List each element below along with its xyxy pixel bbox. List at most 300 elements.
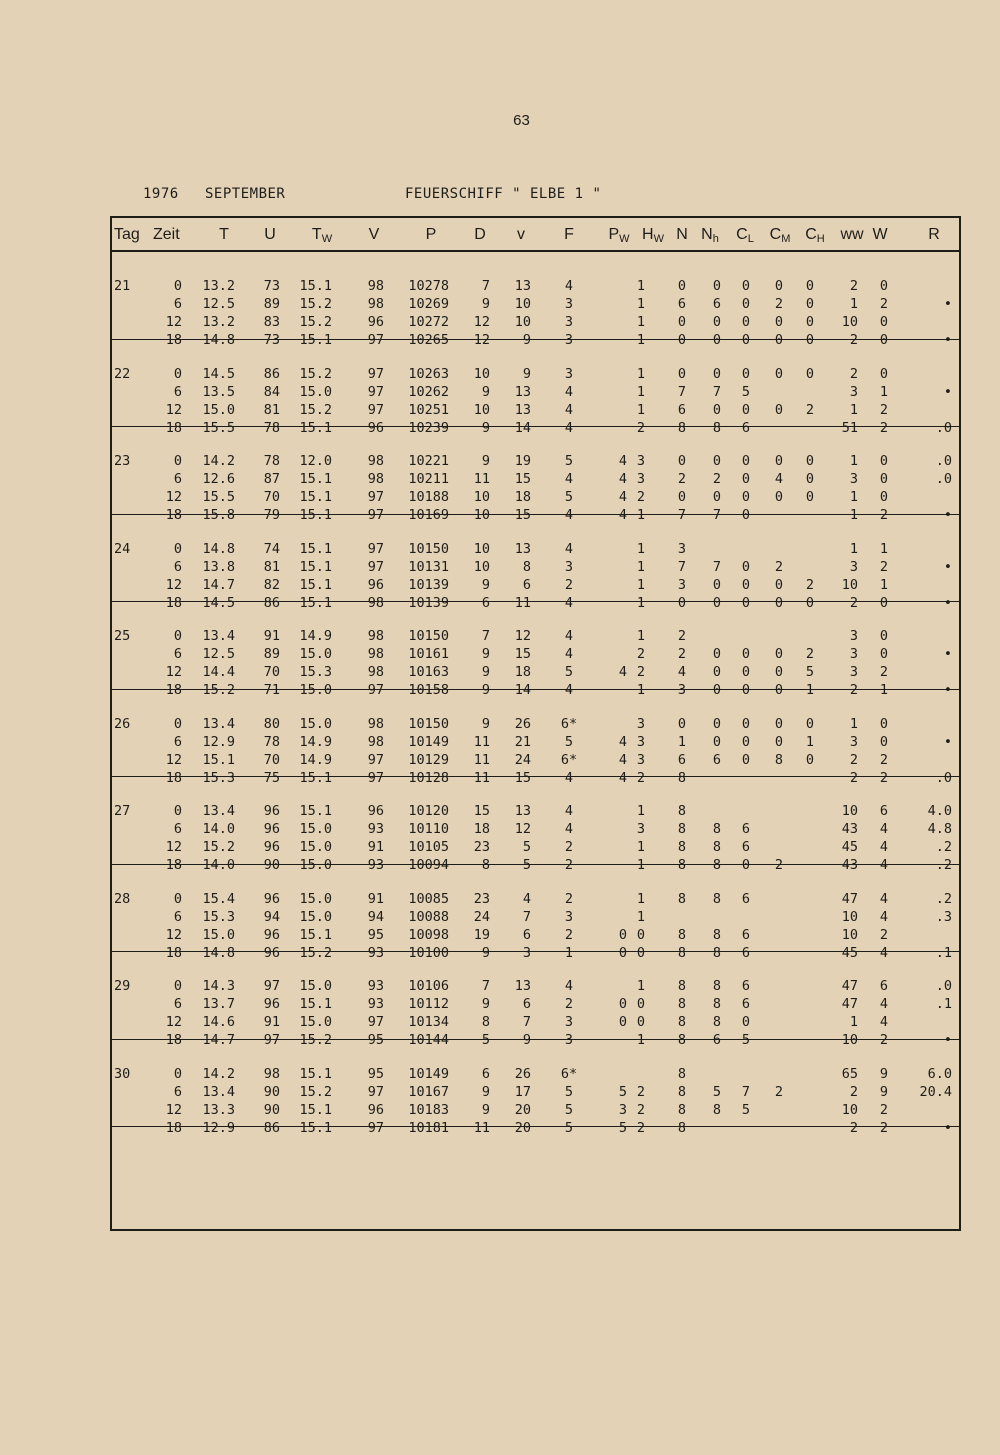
cell-d-direction: 9 — [481, 646, 490, 662]
cell-hw: 2 — [636, 1119, 646, 1136]
column-header-label: N — [676, 226, 688, 243]
cell-p-pressure: 10149 — [408, 733, 449, 750]
cell-v-speed: 18 — [514, 489, 531, 505]
cell-f-force: 5 — [564, 1083, 574, 1100]
cell-t: 13.2 — [202, 314, 235, 330]
table-row — [112, 838, 959, 856]
table-row — [112, 540, 959, 558]
cell-t: 13.8 — [202, 558, 235, 575]
cell-pw: 4 — [618, 453, 628, 469]
cell-w-past-weather: 6 — [879, 978, 889, 994]
cell-ch: 0 — [805, 471, 815, 487]
table-row — [112, 926, 959, 944]
cell-cm: 2 — [774, 857, 784, 873]
cell-f-force: 4 — [564, 803, 574, 819]
cell-tw: 12.0 — [299, 453, 332, 469]
cell-p-pressure: 10211 — [408, 471, 449, 487]
cell-p-pressure: 10161 — [408, 646, 449, 662]
cell-w-past-weather: 9 — [879, 1065, 889, 1082]
cell-f-force: 3 — [564, 332, 574, 348]
cell-tw: 15.1 — [299, 803, 332, 819]
table-row — [112, 488, 959, 506]
table-row — [112, 627, 959, 645]
cell-w-past-weather: 1 — [879, 682, 889, 698]
cell-zeit: 12 — [165, 839, 182, 855]
cell-tw: 15.1 — [299, 558, 332, 575]
cell-f-force: 5 — [564, 453, 574, 469]
page-header — [0, 186, 1000, 206]
cell-w-past-weather: 0 — [879, 715, 889, 732]
cell-tw: 15.0 — [299, 857, 332, 873]
cell-w-past-weather: 0 — [879, 733, 889, 750]
cell-tw: 15.1 — [299, 926, 332, 943]
cell-ch: 2 — [805, 646, 815, 662]
cell-cl: 6 — [741, 821, 751, 837]
cell-w-past-weather: 2 — [879, 751, 889, 768]
cell-r-precip: .2 — [935, 857, 952, 873]
cell-nh: 7 — [712, 558, 722, 575]
cell-zeit: 0 — [173, 803, 182, 819]
cell-cm: 2 — [774, 1083, 784, 1100]
cell-hw: 1 — [636, 558, 646, 575]
cell-zeit: 6 — [173, 996, 182, 1012]
cell-v-visibility: 98 — [367, 646, 384, 662]
cell-r-precip: 4.8 — [927, 821, 952, 837]
cell-u: 89 — [263, 296, 280, 312]
cell-t: 12.9 — [202, 733, 235, 750]
cell-v-speed: 15 — [514, 769, 531, 786]
table-row — [112, 645, 959, 663]
cell-d-direction: 11 — [473, 769, 490, 786]
column-header-ww — [840, 226, 863, 244]
cell-p-pressure: 10085 — [408, 890, 449, 907]
cell-v-speed: 7 — [522, 908, 531, 925]
cell-v-speed: 13 — [514, 383, 531, 400]
cell-w-past-weather: 2 — [879, 558, 889, 575]
cell-nh: 2 — [712, 471, 722, 487]
cell-v-speed: 4 — [522, 890, 531, 907]
cell-v-visibility: 97 — [367, 751, 384, 768]
table-row — [112, 995, 959, 1013]
cell-zeit: 12 — [165, 664, 182, 680]
cell-cl: 0 — [741, 365, 751, 382]
cell-ww-weather: 10 — [841, 926, 858, 943]
cell-p-pressure: 10251 — [408, 401, 449, 418]
cell-cm: 0 — [774, 453, 784, 469]
cell-ww-weather: 47 — [841, 890, 858, 907]
cell-d-direction: 9 — [481, 664, 490, 680]
cell-hw: 2 — [636, 769, 646, 786]
cell-cm: 4 — [774, 471, 784, 487]
cell-r-precip: 20.4 — [919, 1083, 952, 1100]
column-header-label: U — [264, 226, 276, 243]
cell-t: 15.2 — [202, 839, 235, 855]
cell-zeit: 12 — [165, 489, 182, 505]
cell-tw: 15.2 — [299, 1083, 332, 1100]
cell-nh: 0 — [712, 314, 722, 330]
column-header-label: C — [769, 226, 782, 243]
cell-t: 12.5 — [202, 646, 235, 662]
cell-hw: 1 — [636, 383, 646, 400]
cell-p-pressure: 10150 — [408, 715, 449, 732]
cell-ch: 2 — [805, 576, 815, 593]
cell-f-force: 6* — [560, 715, 578, 732]
cell-nh: 0 — [712, 594, 722, 611]
cell-u: 82 — [263, 576, 280, 593]
cell-ww-weather: 2 — [849, 1119, 858, 1136]
cell-n-cloud: 8 — [677, 839, 687, 855]
cell-v-visibility: 98 — [367, 594, 384, 611]
cell-p-pressure: 10139 — [408, 576, 449, 593]
cell-u: 75 — [263, 769, 280, 786]
cell-n-cloud: 0 — [677, 365, 687, 382]
cell-p-pressure: 10139 — [408, 594, 449, 611]
day-block — [112, 602, 959, 698]
cell-p-pressure: 10150 — [408, 540, 449, 557]
cell-n-cloud: 2 — [677, 471, 687, 487]
cell-t: 14.8 — [202, 944, 235, 961]
cell-t: 14.2 — [202, 453, 235, 469]
cell-pw: 0 — [618, 944, 628, 961]
cell-t: 13.7 — [202, 996, 235, 1012]
column-header-pw — [608, 226, 629, 245]
cell-hw: 3 — [636, 751, 646, 768]
cell-d-direction: 10 — [473, 558, 490, 575]
cell-ww-weather: 65 — [841, 1065, 858, 1082]
cell-ww-weather: 3 — [849, 628, 858, 644]
cell-t: 15.0 — [202, 926, 235, 943]
cell-v-visibility: 97 — [367, 769, 384, 786]
cell-p-pressure: 10181 — [408, 1119, 449, 1136]
cell-u: 96 — [263, 890, 280, 907]
cell-f-force: 3 — [564, 558, 574, 575]
cell-nh: 8 — [712, 1101, 722, 1118]
cell-w-past-weather: 0 — [879, 332, 889, 348]
cell-d-direction: 7 — [481, 978, 490, 994]
cell-d-direction: 9 — [481, 296, 490, 312]
cell-u: 71 — [263, 682, 280, 698]
cell-v-visibility: 97 — [367, 332, 384, 348]
cell-ch: 0 — [805, 751, 815, 768]
cell-w-past-weather: 4 — [879, 839, 889, 855]
cell-v-visibility: 97 — [367, 1119, 384, 1136]
cell-nh: 8 — [712, 1014, 722, 1030]
cell-pw: 4 — [618, 733, 628, 750]
cell-nh: 0 — [712, 646, 722, 662]
cell-n-cloud: 2 — [677, 646, 687, 662]
cell-u: 89 — [263, 646, 280, 662]
cell-w-past-weather: 0 — [879, 453, 889, 469]
cell-zeit: 18 — [165, 682, 182, 698]
cell-cl: 0 — [741, 646, 751, 662]
cell-tw: 15.2 — [299, 296, 332, 312]
cell-tw: 14.9 — [299, 751, 332, 768]
cell-cl: 6 — [741, 419, 751, 436]
table-row — [112, 1013, 959, 1031]
cell-v-speed: 9 — [522, 365, 531, 382]
cell-f-force: 5 — [564, 1101, 574, 1118]
column-header-zeit — [153, 226, 180, 244]
cell-ch: 0 — [805, 489, 815, 505]
cell-nh: 6 — [712, 751, 722, 768]
cell-f-force: 3 — [564, 908, 574, 925]
cell-p-pressure: 10278 — [408, 278, 449, 294]
cell-v-visibility: 98 — [367, 471, 384, 487]
cell-w-past-weather: 0 — [879, 628, 889, 644]
table-row — [112, 558, 959, 576]
cell-ww-weather: 3 — [849, 733, 858, 750]
cell-r-precip: .0 — [935, 471, 952, 487]
cell-ww-weather: 3 — [849, 558, 858, 575]
cell-u: 70 — [263, 751, 280, 768]
cell-r-precip: .3 — [935, 908, 952, 925]
cell-cl: 6 — [741, 996, 751, 1012]
cell-d-direction: 9 — [481, 1083, 490, 1100]
cell-u: 70 — [263, 664, 280, 680]
table-row — [112, 1101, 959, 1119]
cell-tw: 15.3 — [299, 664, 332, 680]
cell-t: 15.1 — [202, 751, 235, 768]
cell-hw: 3 — [636, 715, 646, 732]
cell-f-force: 3 — [564, 314, 574, 330]
cell-f-force: 2 — [564, 996, 574, 1012]
cell-cl: 0 — [741, 664, 751, 680]
cell-d-direction: 9 — [481, 1101, 490, 1118]
cell-nh: 8 — [712, 996, 722, 1012]
cell-cl: 0 — [741, 278, 751, 294]
cell-u: 96 — [263, 944, 280, 961]
cell-u: 78 — [263, 419, 280, 436]
cell-v-visibility: 98 — [367, 296, 384, 312]
cell-f-force: 5 — [564, 733, 574, 750]
cell-n-cloud: 8 — [677, 1014, 687, 1030]
cell-d-direction: 9 — [481, 944, 490, 961]
cell-w-past-weather: 0 — [879, 646, 889, 662]
cell-n-cloud: 0 — [677, 489, 687, 505]
cell-t: 13.2 — [202, 278, 235, 294]
cell-cm: 0 — [774, 489, 784, 505]
cell-tw: 15.2 — [299, 401, 332, 418]
cell-cm: 0 — [774, 278, 784, 294]
day-block — [112, 1040, 959, 1136]
cell-cm: 8 — [774, 751, 784, 768]
cell-w-past-weather: 2 — [879, 926, 889, 943]
cell-n-cloud: 4 — [677, 664, 687, 680]
cell-v-visibility: 97 — [367, 540, 384, 557]
cell-tw: 15.0 — [299, 383, 332, 400]
cell-p-pressure: 10129 — [408, 751, 449, 768]
header-month: SEPTEMBER — [205, 186, 286, 202]
cell-w-past-weather: 1 — [879, 540, 889, 557]
column-header-u — [264, 226, 276, 244]
cell-ww-weather: 1 — [849, 489, 858, 505]
cell-cl: 6 — [741, 944, 751, 961]
cell-hw: 3 — [636, 821, 646, 837]
cell-ww-weather: 3 — [849, 471, 858, 487]
day-number: 27 — [114, 803, 131, 819]
cell-f-force: 4 — [564, 278, 574, 294]
cell-v-speed: 10 — [514, 314, 531, 330]
cell-v-visibility: 93 — [367, 821, 384, 837]
cell-p-pressure: 10167 — [408, 1083, 449, 1100]
column-header-tag — [114, 226, 140, 244]
cell-zeit: 18 — [165, 857, 182, 873]
cell-w-past-weather: 4 — [879, 857, 889, 873]
column-header-tw — [312, 226, 332, 245]
cell-hw: 1 — [636, 296, 646, 312]
cell-v-speed: 12 — [514, 821, 531, 837]
cell-w-past-weather: 0 — [879, 471, 889, 487]
cell-zeit: 0 — [173, 540, 182, 557]
cell-n-cloud: 0 — [677, 314, 687, 330]
cell-n-cloud: 0 — [677, 594, 687, 611]
header-station: FEUERSCHIFF " ELBE 1 " — [405, 186, 602, 202]
cell-tw: 15.0 — [299, 821, 332, 837]
cell-zeit: 12 — [165, 1014, 182, 1030]
cell-zeit: 18 — [165, 332, 182, 348]
table-row — [112, 1083, 959, 1101]
cell-u: 70 — [263, 489, 280, 505]
cell-hw: 3 — [636, 733, 646, 750]
cell-d-direction: 12 — [473, 332, 490, 348]
cell-hw: 0 — [636, 944, 646, 961]
cell-f-force: 2 — [564, 857, 574, 873]
cell-d-direction: 9 — [481, 383, 490, 400]
cell-f-force: 4 — [564, 401, 574, 418]
cell-zeit: 0 — [173, 365, 182, 382]
cell-u: 79 — [263, 507, 280, 523]
cell-n-cloud: 8 — [677, 1065, 687, 1082]
cell-nh: 8 — [712, 978, 722, 994]
cell-d-direction: 11 — [473, 733, 490, 750]
cell-n-cloud: 8 — [677, 419, 687, 436]
cell-pw: 4 — [618, 664, 628, 680]
cell-u: 80 — [263, 715, 280, 732]
cell-v-speed: 26 — [514, 1065, 531, 1082]
column-header-nh — [701, 226, 719, 245]
day-block — [112, 427, 959, 523]
cell-v-visibility: 95 — [367, 1032, 384, 1048]
cell-p-pressure: 10221 — [408, 453, 449, 469]
cell-u: 96 — [263, 839, 280, 855]
column-header-label: ww — [840, 226, 864, 243]
cell-hw: 1 — [636, 401, 646, 418]
column-header-subscript: M — [781, 233, 791, 245]
cell-t: 15.5 — [202, 419, 235, 436]
table-row — [112, 277, 959, 295]
cell-tw: 15.1 — [299, 332, 332, 348]
cell-ww-weather: 1 — [849, 453, 858, 469]
cell-r-precip: • — [943, 682, 952, 698]
cell-w-past-weather: 4 — [879, 908, 889, 925]
cell-t: 14.5 — [202, 594, 235, 611]
cell-nh: 0 — [712, 576, 722, 593]
cell-hw: 1 — [636, 594, 646, 611]
table-row — [112, 470, 959, 488]
column-header-label: v — [517, 226, 525, 243]
column-header-label: V — [368, 226, 380, 243]
cell-pw: 0 — [618, 996, 628, 1012]
cell-w-past-weather: 0 — [879, 278, 889, 294]
cell-hw: 1 — [636, 839, 646, 855]
cell-n-cloud: 8 — [677, 769, 687, 786]
cell-cl: 0 — [741, 471, 751, 487]
cell-cl: 0 — [741, 1014, 751, 1030]
cell-v-speed: 14 — [514, 419, 531, 436]
cell-p-pressure: 10169 — [408, 507, 449, 523]
cell-tw: 15.1 — [299, 1065, 332, 1082]
cell-v-visibility: 97 — [367, 1014, 384, 1030]
cell-t: 14.5 — [202, 365, 235, 382]
cell-t: 14.8 — [202, 332, 235, 348]
cell-r-precip: .2 — [935, 839, 952, 855]
cell-d-direction: 10 — [473, 507, 490, 523]
cell-v-speed: 20 — [514, 1101, 531, 1118]
cell-n-cloud: 7 — [677, 383, 687, 400]
cell-p-pressure: 10105 — [408, 839, 449, 855]
cell-n-cloud: 3 — [677, 576, 687, 593]
table-row — [112, 1065, 959, 1083]
cell-ch: 5 — [805, 664, 815, 680]
cell-n-cloud: 8 — [677, 890, 687, 907]
cell-v-visibility: 91 — [367, 890, 384, 907]
cell-v-visibility: 98 — [367, 733, 384, 750]
cell-f-force: 2 — [564, 576, 574, 593]
cell-v-speed: 24 — [514, 751, 531, 768]
cell-hw: 1 — [636, 332, 646, 348]
cell-w-past-weather: 2 — [879, 664, 889, 680]
cell-ch: 0 — [805, 314, 815, 330]
cell-r-precip: .0 — [935, 419, 952, 436]
cell-ww-weather: 3 — [849, 664, 858, 680]
cell-v-speed: 10 — [514, 296, 531, 312]
cell-u: 91 — [263, 628, 280, 644]
cell-n-cloud: 6 — [677, 401, 687, 418]
table-row — [112, 977, 959, 995]
cell-u: 73 — [263, 278, 280, 294]
cell-r-precip: • — [943, 733, 952, 750]
cell-hw: 0 — [636, 926, 646, 943]
cell-tw: 15.0 — [299, 890, 332, 907]
cell-tw: 15.1 — [299, 576, 332, 593]
cell-d-direction: 9 — [481, 715, 490, 732]
column-header-subscript: h — [712, 233, 719, 245]
cell-r-precip: • — [943, 383, 952, 400]
cell-v-speed: 13 — [514, 401, 531, 418]
column-header-label: W — [872, 226, 888, 243]
cell-v-speed: 6 — [522, 576, 531, 593]
cell-t: 13.4 — [202, 715, 235, 732]
cell-p-pressure: 10272 — [408, 314, 449, 330]
cell-u: 78 — [263, 733, 280, 750]
cell-tw: 15.2 — [299, 365, 332, 382]
column-header-label: F — [564, 226, 574, 243]
cell-f-force: 4 — [564, 682, 574, 698]
day-block — [112, 690, 959, 786]
cell-ww-weather: 2 — [849, 365, 858, 382]
cell-tw: 15.2 — [299, 1032, 332, 1048]
cell-ww-weather: 1 — [849, 540, 858, 557]
column-header-f — [564, 226, 574, 244]
cell-d-direction: 9 — [481, 682, 490, 698]
cell-v-speed: 12 — [514, 628, 531, 644]
cell-cm: 0 — [774, 646, 784, 662]
cell-ww-weather: 2 — [849, 594, 858, 611]
cell-t: 13.5 — [202, 383, 235, 400]
cell-cl: 0 — [741, 314, 751, 330]
cell-ww-weather: 1 — [849, 507, 858, 523]
column-header-w — [872, 226, 887, 244]
